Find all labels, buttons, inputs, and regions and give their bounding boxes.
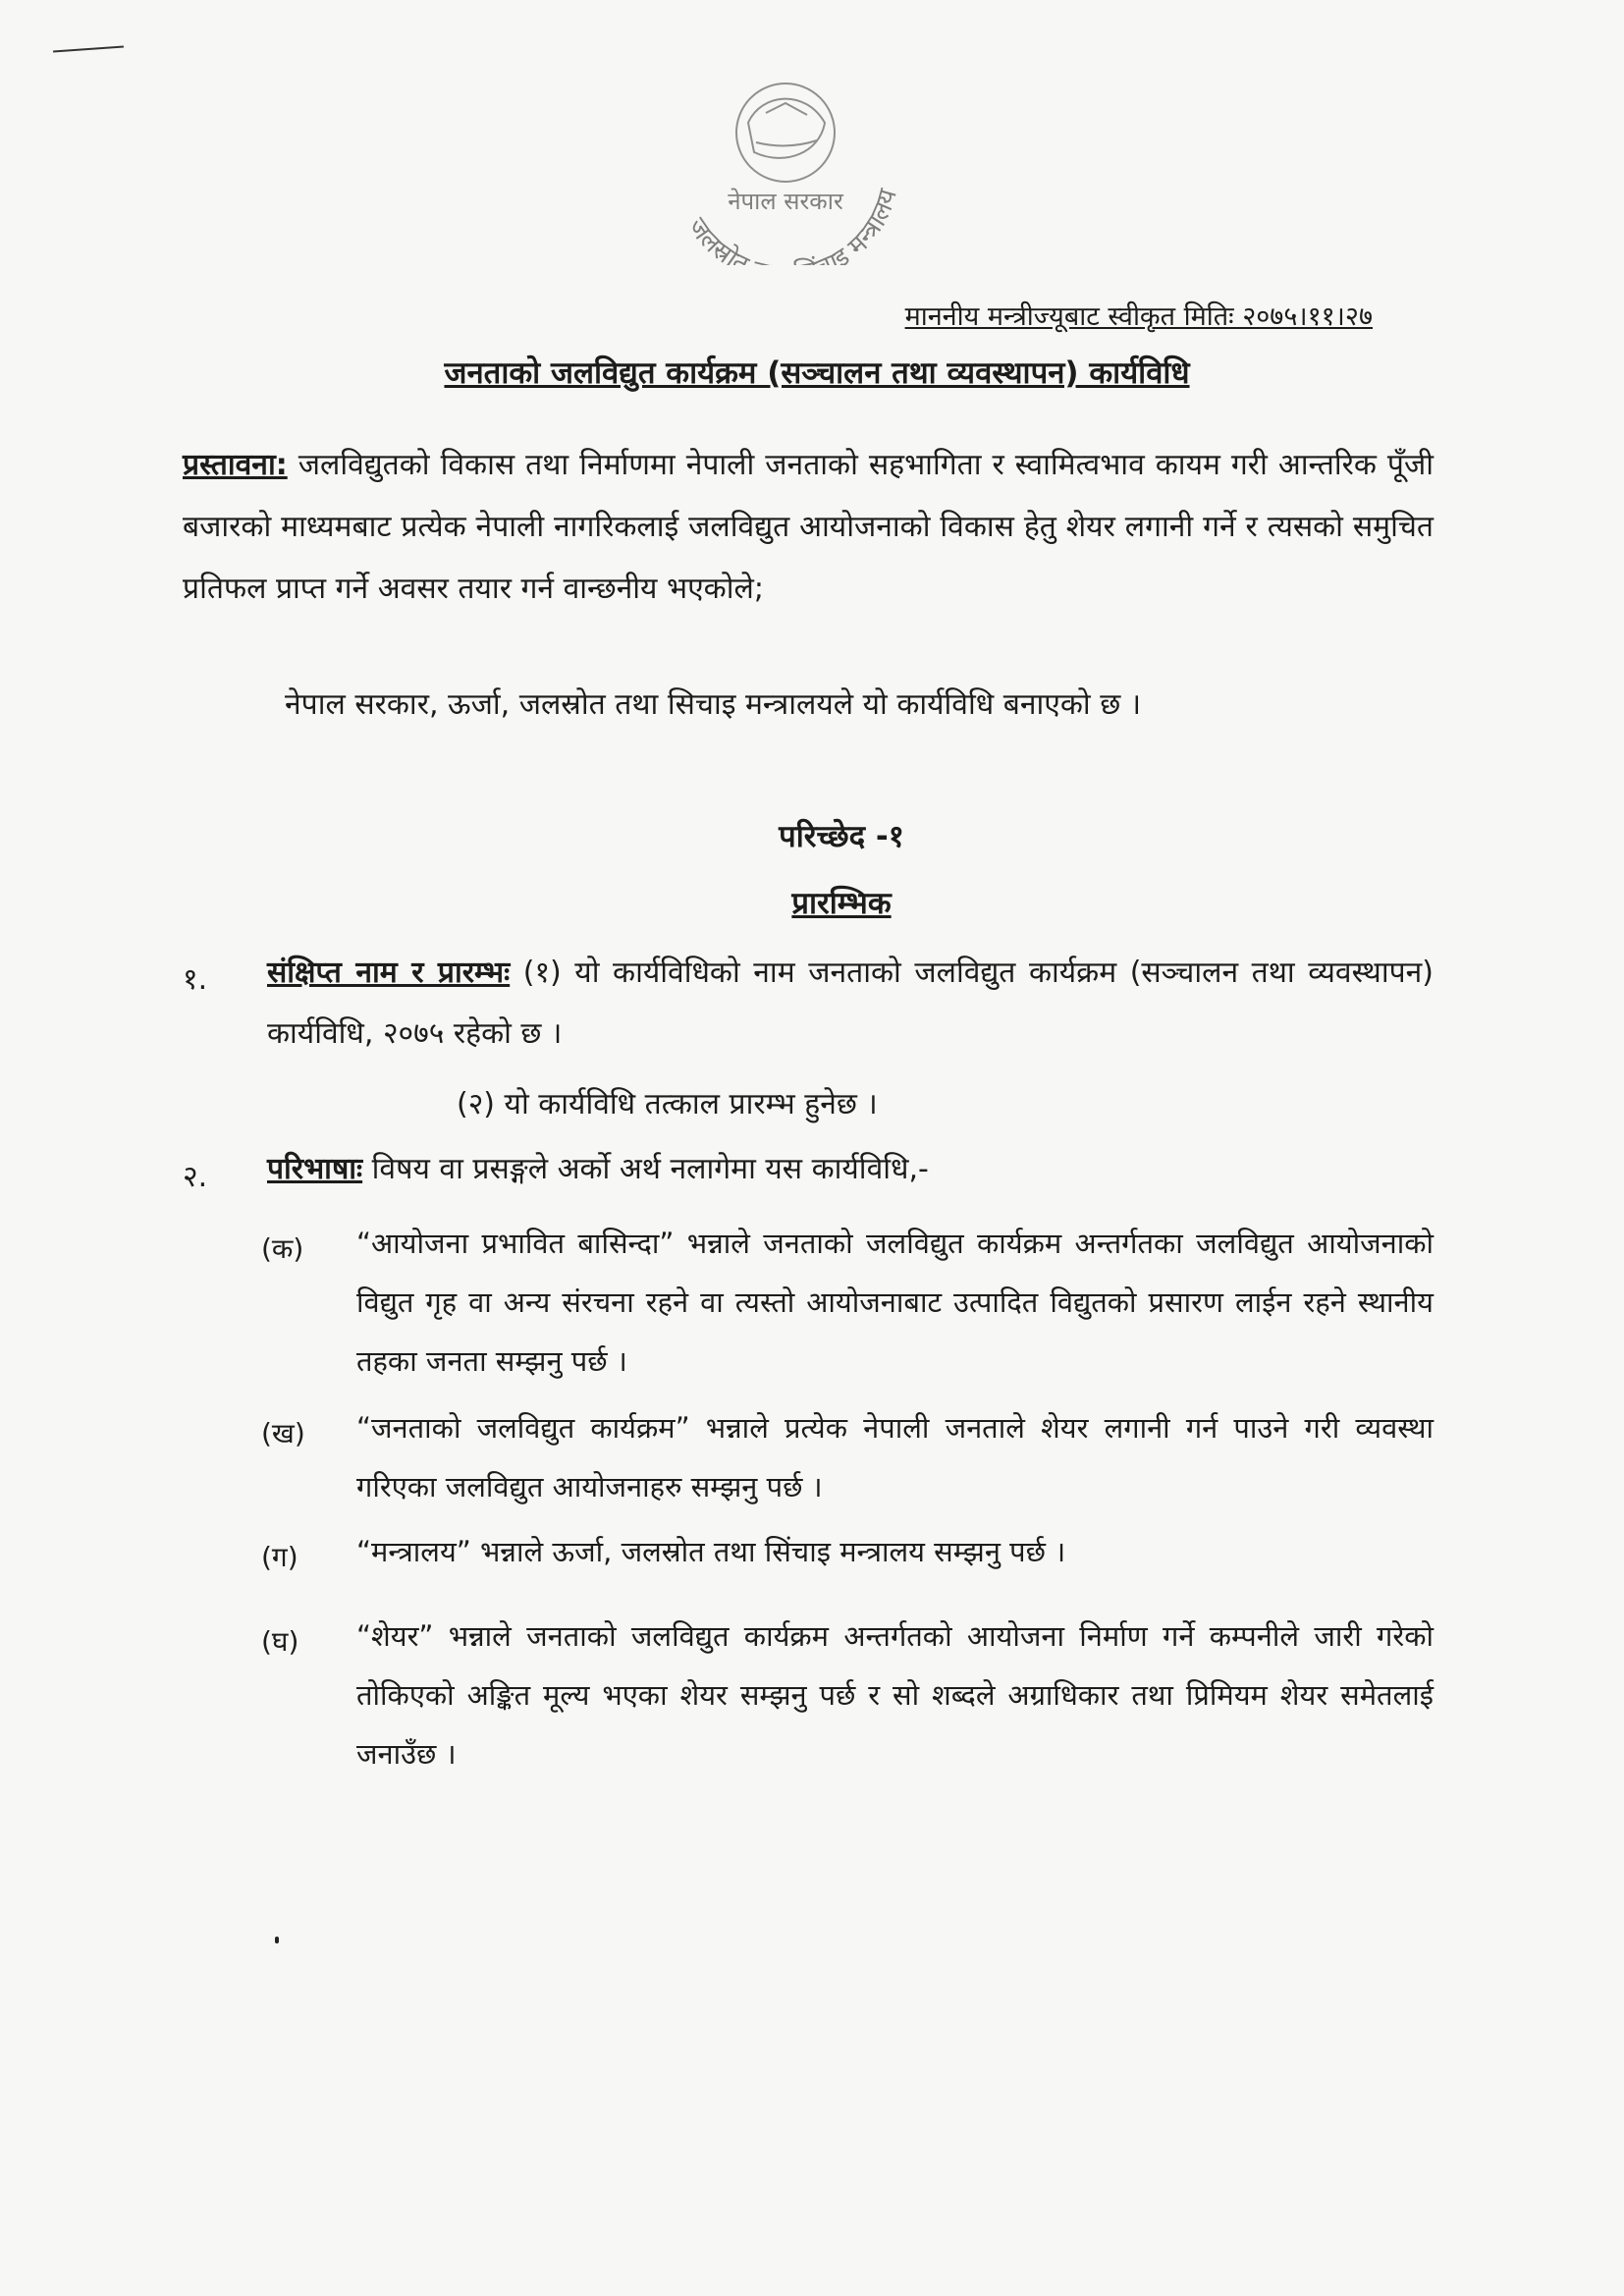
clause-ka-mark: (क) bbox=[261, 1232, 304, 1265]
seal-label: नेपाल सरकार bbox=[728, 188, 843, 215]
section-2-number: २. bbox=[183, 1160, 208, 1194]
clause-gha-mark: (घ) bbox=[261, 1625, 299, 1658]
section-1-number: १. bbox=[183, 962, 208, 997]
section-2-label: परिभाषाः bbox=[267, 1152, 363, 1186]
section-1 bbox=[267, 943, 1434, 1065]
clause-kha-mark: (ख) bbox=[261, 1417, 305, 1449]
section-2-text: विषय वा प्रसङ्गले अर्को अर्थ नलागेमा यस कार्यविधि,- bbox=[362, 1152, 929, 1186]
section-1-label: संक्षिप्त नाम र प्रारम्भः bbox=[267, 956, 511, 990]
section-2 bbox=[267, 1139, 1434, 1200]
section-1-text: (१) यो कार्यविधिको नाम जनताको जलविद्युत कार्यक्रम (सञ्चालन तथा व्यवस्थापन) कार्यविधि, २०७५ रहेको छ । bbox=[267, 956, 1434, 1051]
clause-kha-text: “जनताको जलविद्युत कार्यक्रम” भन्नाले प्रत्येक नेपाली जनताले शेयर लगानी गर्न पाउने गरी व्यवस्था गरिएका जलविद्युत आयोजनाहरु सम्झनु पर्छ । bbox=[356, 1411, 1434, 1503]
chapter-title: प्रारम्भिक bbox=[791, 886, 892, 921]
preamble bbox=[183, 434, 1434, 620]
preamble-label: प्रस्तावना: bbox=[183, 448, 288, 482]
scan-speck bbox=[275, 1937, 279, 1943]
approval-date-line: माननीय मन्त्रीज्यूबाट स्वीकृत मितिः २०७५।११।२७ bbox=[904, 301, 1373, 332]
preamble-text: जलविद्युतको विकास तथा निर्माणमा नेपाली जनताको सहभागिता र स्वामित्वभाव कायम गरी आन्तरिक पूँजी बजारको माध्यमबाट प्रत्येक नेपाली नागरिकलाई जलविद्युत आयोजनाको विकास हेतु शेयर लगानी गर्ने र त्यसको समुचित प्रतिफल प्राप्त गर्ने अवसर तयार गर्न वान्छनीय भएकोले; bbox=[183, 448, 1434, 606]
pen-mark bbox=[53, 45, 124, 52]
ministry-seal bbox=[638, 54, 933, 265]
clause-gha-text: “शेयर” भन्नाले जनताको जलविद्युत कार्यक्रम अन्तर्गतको आयोजना निर्माण गर्ने कम्पनीले जारी गरेको तोकिएको अङ्कित मूल्य भएका शेयर सम्झनु पर्छ र सो शब्दले अग्राधिकार तथा प्रिमियम शेयर समेतलाई जनाउँछ । bbox=[356, 1619, 1434, 1771]
clause-ka-text: “आयोजना प्रभावित बासिन्दा” भन्नाले जनताको जलविद्युत कार्यक्रम अन्तर्गतका जलविद्युत आयोजनाको विद्युत गृह वा अन्य संरचना रहने वा त्यस्तो आयोजनाबाट उत्पादित विद्युतको प्रसारण लाईन रहने स्थानीय तहका जनता सम्झनु पर्छ । bbox=[356, 1227, 1434, 1378]
enactment-clause: नेपाल सरकार, ऊर्जा, जलस्रोत तथा सिचाइ मन्त्रालयले यो कार्यविधि बनाएको छ । bbox=[285, 687, 1142, 722]
section-1-sub-2: (२) यो कार्यविधि तत्काल प्रारम्भ हुनेछ । bbox=[457, 1087, 878, 1121]
clause-ga-mark: (ग) bbox=[261, 1541, 298, 1573]
document-title: जनताको जलविद्युत कार्यक्रम (सञ्चालन तथा व्यवस्थापन) कार्यविधि bbox=[444, 355, 1190, 391]
chapter-number: परिच्छेद -१ bbox=[779, 819, 904, 854]
clause-ga-text: “मन्त्रालय” भन्नाले ऊर्जा, जलस्रोत तथा सिंचाइ मन्त्रालय सम्झनु पर्छ । bbox=[356, 1535, 1066, 1568]
seal-text: जलस्रोत इ मन्त्रालय bbox=[681, 186, 903, 265]
